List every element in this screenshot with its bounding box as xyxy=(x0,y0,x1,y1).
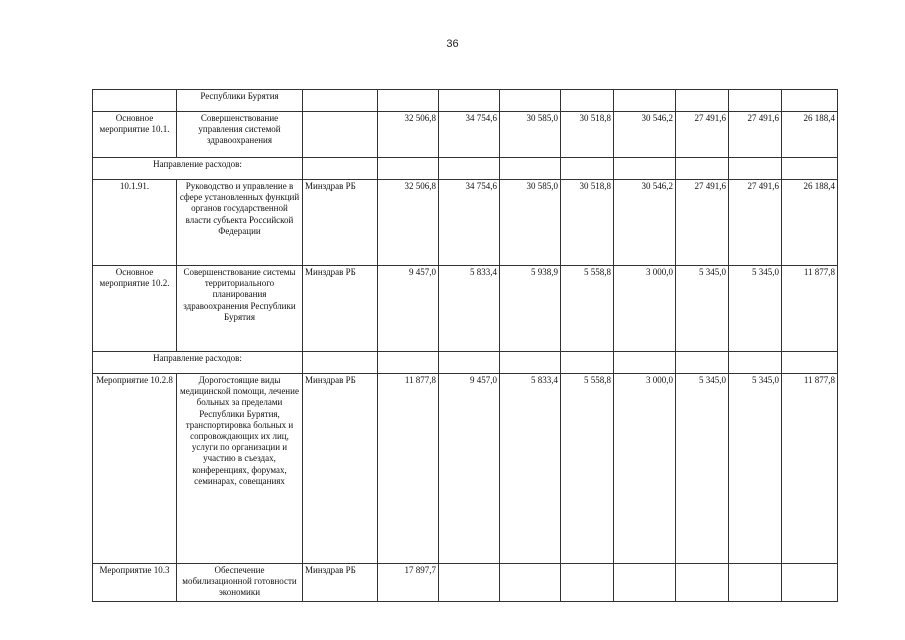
year-value xyxy=(439,90,500,112)
activity-name: Дорогостоящие виды медицинской помощи, лечение больных за пределами Республики Бурятия, транспортировка больных и сопровождающих их лиц, услуги по организации и участию в съездах, конференциях, форумах, семинарах, совещаниях xyxy=(177,374,303,564)
activity-code: 10.1.91. xyxy=(93,180,177,266)
activity-code: Основное мероприятие 10.1. xyxy=(93,112,177,158)
year-value: 11 877,8 xyxy=(782,266,838,352)
year-value xyxy=(729,90,782,112)
empty-cell xyxy=(729,158,782,180)
year-value: 32 506,8 xyxy=(378,180,439,266)
year-value: 5 938,9 xyxy=(500,266,561,352)
executor: Минздрав РБ xyxy=(303,374,378,564)
table-row xyxy=(93,564,838,602)
executor: Минздрав РБ xyxy=(303,180,378,266)
activity-name: Республики Бурятия xyxy=(177,90,303,112)
year-value: 30 518,8 xyxy=(561,112,614,158)
year-value: 30 585,0 xyxy=(500,112,561,158)
executor xyxy=(303,112,378,158)
table-row xyxy=(93,266,838,352)
page-number: 36 xyxy=(446,38,459,50)
year-value xyxy=(500,90,561,112)
table-row xyxy=(93,180,838,266)
activity-name: Совершенствование системы территориального планирования здравоохранения Республики Бурятия xyxy=(177,266,303,352)
empty-cell xyxy=(439,158,500,180)
empty-cell xyxy=(676,352,729,374)
empty-cell xyxy=(378,352,439,374)
activity-name: Совершенствование управления системой здравоохранения xyxy=(177,112,303,158)
table-row xyxy=(93,112,838,158)
year-value: 27 491,6 xyxy=(729,180,782,266)
year-value: 30 518,8 xyxy=(561,180,614,266)
year-value: 5 345,0 xyxy=(676,266,729,352)
executor xyxy=(303,90,378,112)
year-value: 32 506,8 xyxy=(378,112,439,158)
year-value xyxy=(561,90,614,112)
direction-row xyxy=(93,158,838,180)
empty-cell xyxy=(378,158,439,180)
year-value: 30 546,2 xyxy=(614,180,676,266)
empty-cell xyxy=(303,158,378,180)
year-value: 11 877,8 xyxy=(782,374,838,564)
year-value xyxy=(614,90,676,112)
year-value: 11 877,8 xyxy=(378,374,439,564)
activity-code xyxy=(93,90,177,112)
activity-name: Обеспечение мобилизационной готовности экономики xyxy=(177,564,303,602)
year-value xyxy=(439,564,500,602)
empty-cell xyxy=(500,158,561,180)
activity-code: Мероприятие 10.3 xyxy=(93,564,177,602)
year-value xyxy=(729,564,782,602)
year-value: 9 457,0 xyxy=(378,266,439,352)
year-value: 3 000,0 xyxy=(614,266,676,352)
direction-label: Направление расходов: xyxy=(93,158,303,180)
year-value xyxy=(614,564,676,602)
year-value: 30 546,2 xyxy=(614,112,676,158)
year-value: 5 345,0 xyxy=(729,374,782,564)
year-value: 9 457,0 xyxy=(439,374,500,564)
year-value: 26 188,4 xyxy=(782,112,838,158)
empty-cell xyxy=(303,352,378,374)
year-value: 5 345,0 xyxy=(676,374,729,564)
year-value: 17 897,7 xyxy=(378,564,439,602)
year-value: 5 345,0 xyxy=(729,266,782,352)
year-value xyxy=(782,564,838,602)
activity-code: Основное мероприятие 10.2. xyxy=(93,266,177,352)
table-row xyxy=(93,374,838,564)
year-value: 5 833,4 xyxy=(439,266,500,352)
direction-row xyxy=(93,352,838,374)
budget-table xyxy=(92,89,838,602)
year-value: 5 558,8 xyxy=(561,266,614,352)
empty-cell xyxy=(614,158,676,180)
empty-cell xyxy=(729,352,782,374)
empty-cell xyxy=(500,352,561,374)
year-value: 26 188,4 xyxy=(782,180,838,266)
year-value xyxy=(782,90,838,112)
executor: Минздрав РБ xyxy=(303,266,378,352)
year-value: 27 491,6 xyxy=(676,112,729,158)
year-value: 30 585,0 xyxy=(500,180,561,266)
year-value: 3 000,0 xyxy=(614,374,676,564)
empty-cell xyxy=(676,158,729,180)
direction-label: Направление расходов: xyxy=(93,352,303,374)
empty-cell xyxy=(782,158,838,180)
year-value: 5 833,4 xyxy=(500,374,561,564)
empty-cell xyxy=(561,158,614,180)
year-value: 34 754,6 xyxy=(439,112,500,158)
activity-code: Мероприятие 10.2.8 xyxy=(93,374,177,564)
year-value: 34 754,6 xyxy=(439,180,500,266)
empty-cell xyxy=(561,352,614,374)
activity-name: Руководство и управление в сфере установленных функций органов государственной власти субъекта Российской Федерации xyxy=(177,180,303,266)
year-value: 27 491,6 xyxy=(676,180,729,266)
year-value xyxy=(561,564,614,602)
year-value xyxy=(676,90,729,112)
empty-cell xyxy=(782,352,838,374)
year-value: 27 491,6 xyxy=(729,112,782,158)
executor: Минздрав РБ xyxy=(303,564,378,602)
table-row xyxy=(93,90,838,112)
empty-cell xyxy=(614,352,676,374)
year-value xyxy=(676,564,729,602)
empty-cell xyxy=(439,352,500,374)
year-value: 5 558,8 xyxy=(561,374,614,564)
year-value xyxy=(378,90,439,112)
year-value xyxy=(500,564,561,602)
